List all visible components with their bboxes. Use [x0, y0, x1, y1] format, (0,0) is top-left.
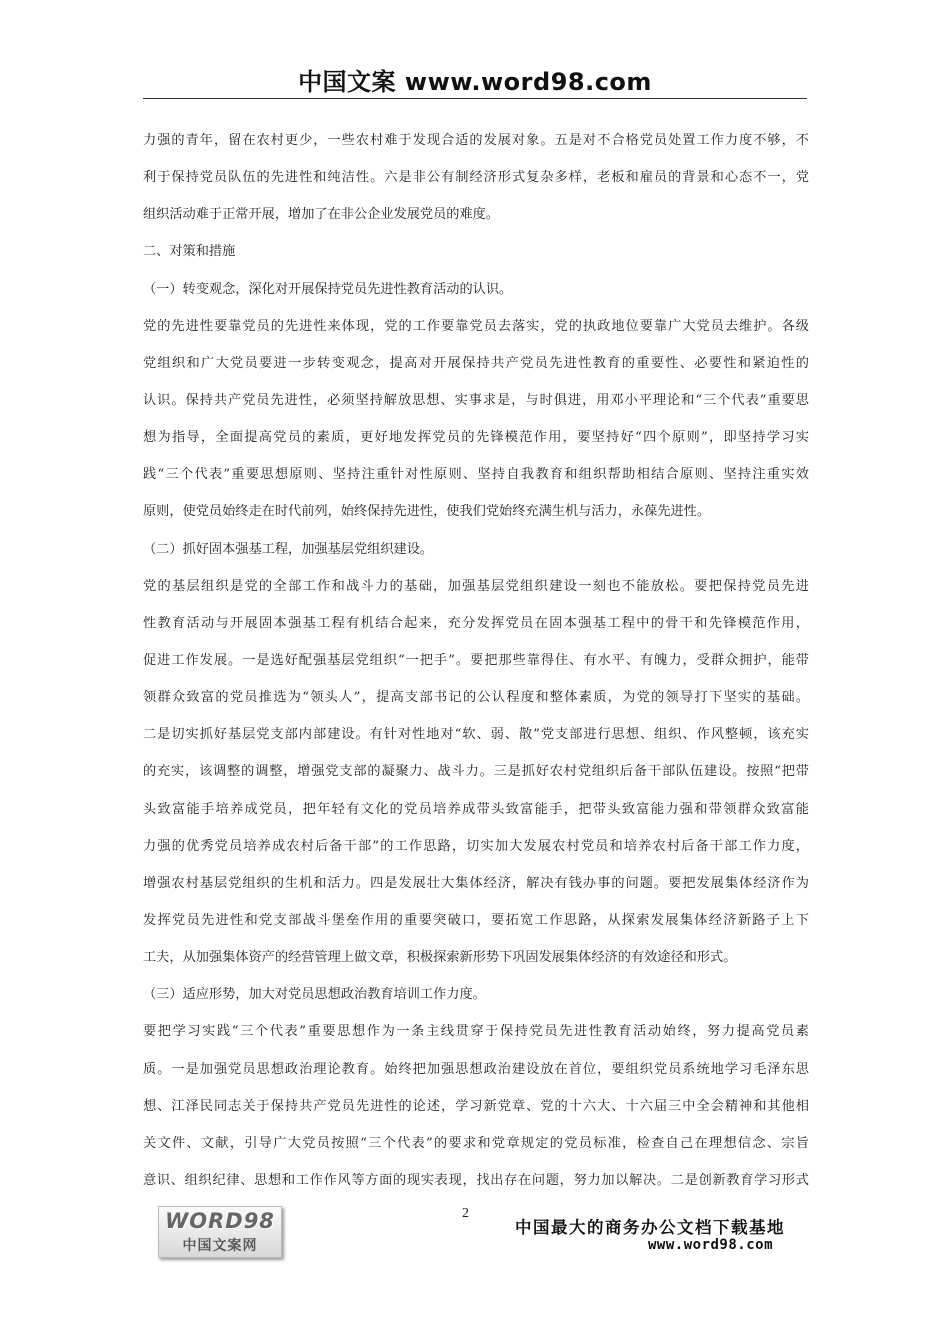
body-line: 发挥党员先进性和党支部战斗堡垒作用的重要突破口，要拓宽工作思路，从探索发展集体经济新路子上下 — [143, 912, 809, 928]
page-header-title: 中国文案 www.word98.com — [298, 68, 652, 96]
body-line: 组织活动难于正常开展，增加了在非公企业发展党员的难度。 — [143, 207, 500, 223]
body-line: 力强的优秀党员培养成农村后备干部”的工作思路，切实加大发展农村党员和培养农村后备干部工作力度， — [143, 838, 809, 854]
body-line: 践“三个代表”重要思想原则、坚持注重针对性原则、坚持自我教育和组织帮助相结合原则、坚持注重实效 — [143, 467, 809, 483]
body-line: 要把学习实践“三个代表”重要思想作为一条主线贯穿于保持党员先进性教育活动始终，努力提高党员素 — [143, 1024, 809, 1040]
body-line: 认识。保持共产党员先进性，必须坚持解放思想、实事求是，与时俱进，用邓小平理论和“三个代表”重要思 — [143, 392, 809, 408]
body-line: 增强农村基层党组织的生机和活力。四是发展壮大集体经济，解决有钱办事的问题。要把发展集体经济作为 — [143, 875, 809, 891]
body-line: 质。一是加强党员思想政治理论教育。始终把加强思想政治建设放在首位，要组织党员系统地学习毛泽东思 — [143, 1061, 809, 1077]
body-line: 的充实，该调整的调整，增强党支部的凝聚力、战斗力。三是抓好农村党组织后备干部队伍建设。按照“把带 — [143, 764, 809, 780]
body-line: 想、江泽民同志关于保持共产党员先进性的论述，学习新党章、党的十六大、十六届三中全会精神和其他相 — [143, 1098, 809, 1114]
body-line: 意识、组织纪律、思想和工作作风等方面的现实表现，找出存在问题，努力加以解决。二是创新教育学习形式 — [143, 1172, 809, 1188]
body-line: （一）转变观念，深化对开展保持党员先进性教育活动的认识。 — [143, 281, 513, 297]
body-line: 利于保持党员队伍的先进性和纯洁性。六是非公有制经济形式复杂多样，老板和雇员的背景和心态不一，党 — [143, 170, 809, 186]
body-line: 党的基层组织是党的全部工作和战斗力的基础，加强基层党组织建设一刻也不能放松。要把保持党员先进 — [143, 578, 809, 594]
body-line: 关文件、文献，引导广大党员按照“三个代表”的要求和党章规定的党员标准，检查自己在理想信念、宗旨 — [143, 1135, 809, 1151]
document-body — [143, 122, 809, 1199]
logo-wordmark: WORD98 — [165, 1209, 275, 1233]
body-line: 二、对策和措施 — [143, 244, 236, 260]
body-line: 工夫，从加强集体资产的经营管理上做文章，积极探索新形势下巩固发展集体经济的有效途径和形式。 — [143, 950, 737, 966]
body-line: 领群众致富的党员推选为“领头人”，提高支部书记的公认程度和整体素质，为党的领导打下坚实的基础。 — [143, 690, 809, 706]
body-line: 性教育活动与开展固本强基工程有机结合起来，充分发挥党员在固本强基工程中的骨干和先锋模范作用， — [143, 615, 809, 631]
body-line: 党的先进性要靠党员的先进性来体现，党的工作要靠党员去落实，党的执政地位要靠广大党员去维护。各级 — [143, 318, 809, 334]
header-divider — [143, 98, 807, 99]
footer-slogan: 中国最大的商务办公文档下载基地 — [515, 1218, 785, 1237]
body-line: 党组织和广大党员要进一步转变观念，提高对开展保持共产党员先进性教育的重要性、必要性和紧迫性的 — [143, 355, 809, 371]
body-line: 力强的青年，留在农村更少，一些农村难于发现合适的发展对象。五是对不合格党员处置工作力度不够，不 — [143, 133, 809, 148]
logo-site-name: 中国文案网 — [182, 1238, 258, 1254]
body-line: （二）抓好固本强基工程，加强基层党组织建设。 — [143, 541, 434, 557]
page-number: 2 — [462, 1206, 469, 1221]
body-line: 想为指导，全面提高党员的素质，更好地发挥党员的先锋模范作用，要坚持好“四个原则”，即坚持学习实 — [143, 430, 809, 446]
word98-logo — [158, 1206, 282, 1258]
body-line: 促进工作发展。一是选好配强基层党组织“一把手”。要把那些靠得住、有水平、有魄力，受群众拥护，能带 — [143, 652, 809, 668]
footer-url: www.word98.com — [648, 1237, 774, 1253]
body-line: 原则，使党员始终走在时代前列，始终保持先进性，使我们党始终充满生机与活力，永葆先进性。 — [143, 504, 711, 520]
body-line: 头致富能手培养成党员，把年轻有文化的党员培养成带头致富能手，把带头致富能力强和带领群众致富能 — [143, 801, 809, 817]
body-line: 二是切实抓好基层党支部内部建设。有针对性地对“软、弱、散”党支部进行思想、组织、作风整顿，该充实 — [143, 727, 809, 743]
body-line: （三）适应形势，加大对党员思想政治教育培训工作力度。 — [143, 987, 486, 1003]
